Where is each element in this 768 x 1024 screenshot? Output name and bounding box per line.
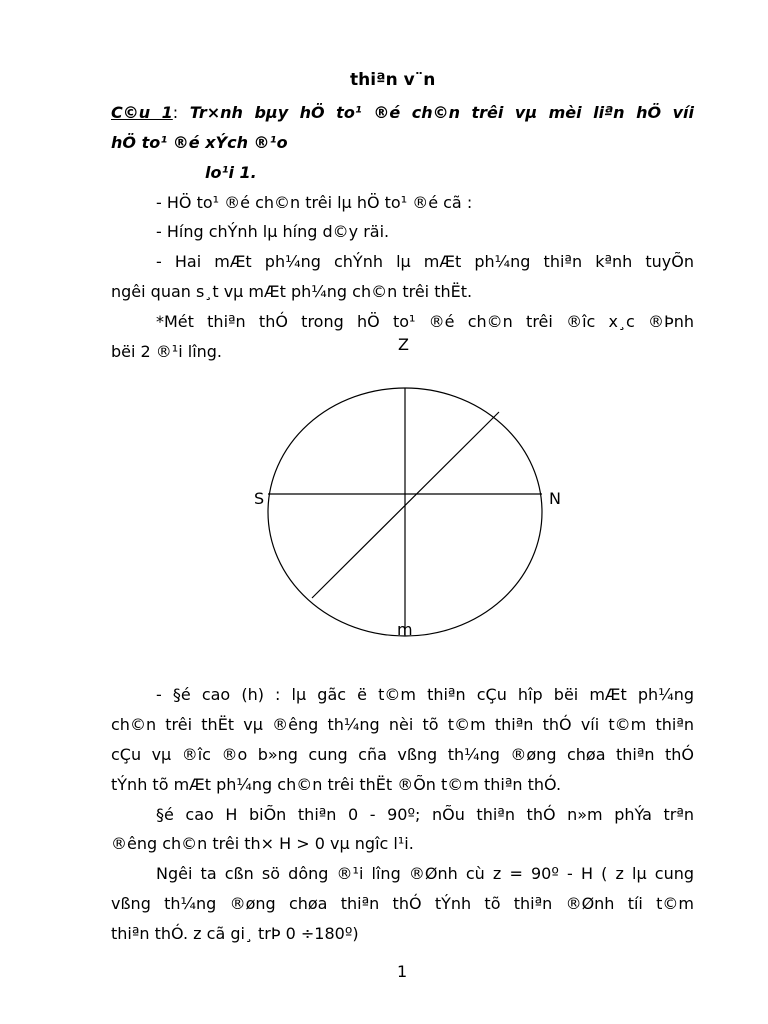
paragraph-5-line-3: cÇu vµ ®îc ®o b»ng cung cña vßng th¼ng ®øng chøa thiªn thÓ	[111, 745, 694, 764]
label-north: N	[549, 489, 561, 508]
paragraph-5-line-2: ch©n trêi thËt vµ ®êng th¼ng nèi tõ t©m thiªn thÓ víi t©m thiªn	[111, 715, 694, 734]
paragraph-6-line-1: §é cao H biÕn thiªn 0 - 90º; nÕu thiªn thÓ n»m phÝa trªn	[156, 805, 694, 824]
paragraph-7-line-1: Ngêi ta cßn sö dông ®¹i lîng ®Ønh cù z = 90º - H ( z lµ cung	[156, 864, 694, 883]
paragraph-2: - Híng chÝnh lµ híng d©y räi.	[156, 222, 390, 241]
paragraph-3-line-1: - Hai mÆt ph¼ng chÝnh lµ mÆt ph¼ng thiªn kªnh tuyÕn	[156, 252, 694, 271]
paragraph-4-line-1: *Mét thiªn thÓ trong hÖ to¹ ®é ch©n trêi ®îc x¸c ®Þnh	[156, 312, 694, 331]
paragraph-4-line-2: bëi 2 ®¹i lîng.	[111, 342, 223, 361]
question-label: C©u 1	[111, 103, 173, 122]
question-text-3: lo¹i 1.	[205, 163, 257, 182]
label-bottom: m	[397, 620, 413, 639]
label-south: S	[254, 489, 265, 508]
question-text-1: Tr×nh bµy hÖ to¹ ®é ch©n trêi vµ mèi liªn hÖ víi	[178, 103, 694, 122]
question-colon: :	[172, 103, 179, 122]
paragraph-6-line-2: ®êng ch©n trêi th× H > 0 vµ ngîc l¹i.	[111, 834, 414, 853]
paragraph-5-line-1: - §é cao (h) : lµ gãc ë t©m thiªn cÇu hîp bëi mÆt ph¼ng	[156, 685, 694, 704]
question-text-2: hÖ to¹ ®é xÝch ®¹o	[111, 133, 288, 152]
document-title: thiªn v¨n	[350, 70, 436, 90]
label-zenith: Z	[398, 335, 409, 354]
paragraph-3-line-2: ngêi quan s¸t vµ mÆt ph¼ng ch©n trêi thËt.	[111, 282, 473, 301]
paragraph-5-line-4: tÝnh tõ mÆt ph¼ng ch©n trêi thËt ®Õn t©m thiªn thÓ.	[111, 775, 562, 794]
page-number: 1	[397, 962, 408, 981]
paragraph-1: - HÖ to¹ ®é ch©n trêi lµ hÖ to¹ ®é cã :	[156, 193, 473, 212]
paragraph-7-line-3: thiªn thÓ. z cã gi¸ trÞ 0 ÷180º)	[111, 924, 359, 943]
paragraph-7-line-2: vßng th¼ng ®øng chøa thiªn thÓ tÝnh tõ thiªn ®Ønh tíi t©m	[111, 894, 694, 913]
